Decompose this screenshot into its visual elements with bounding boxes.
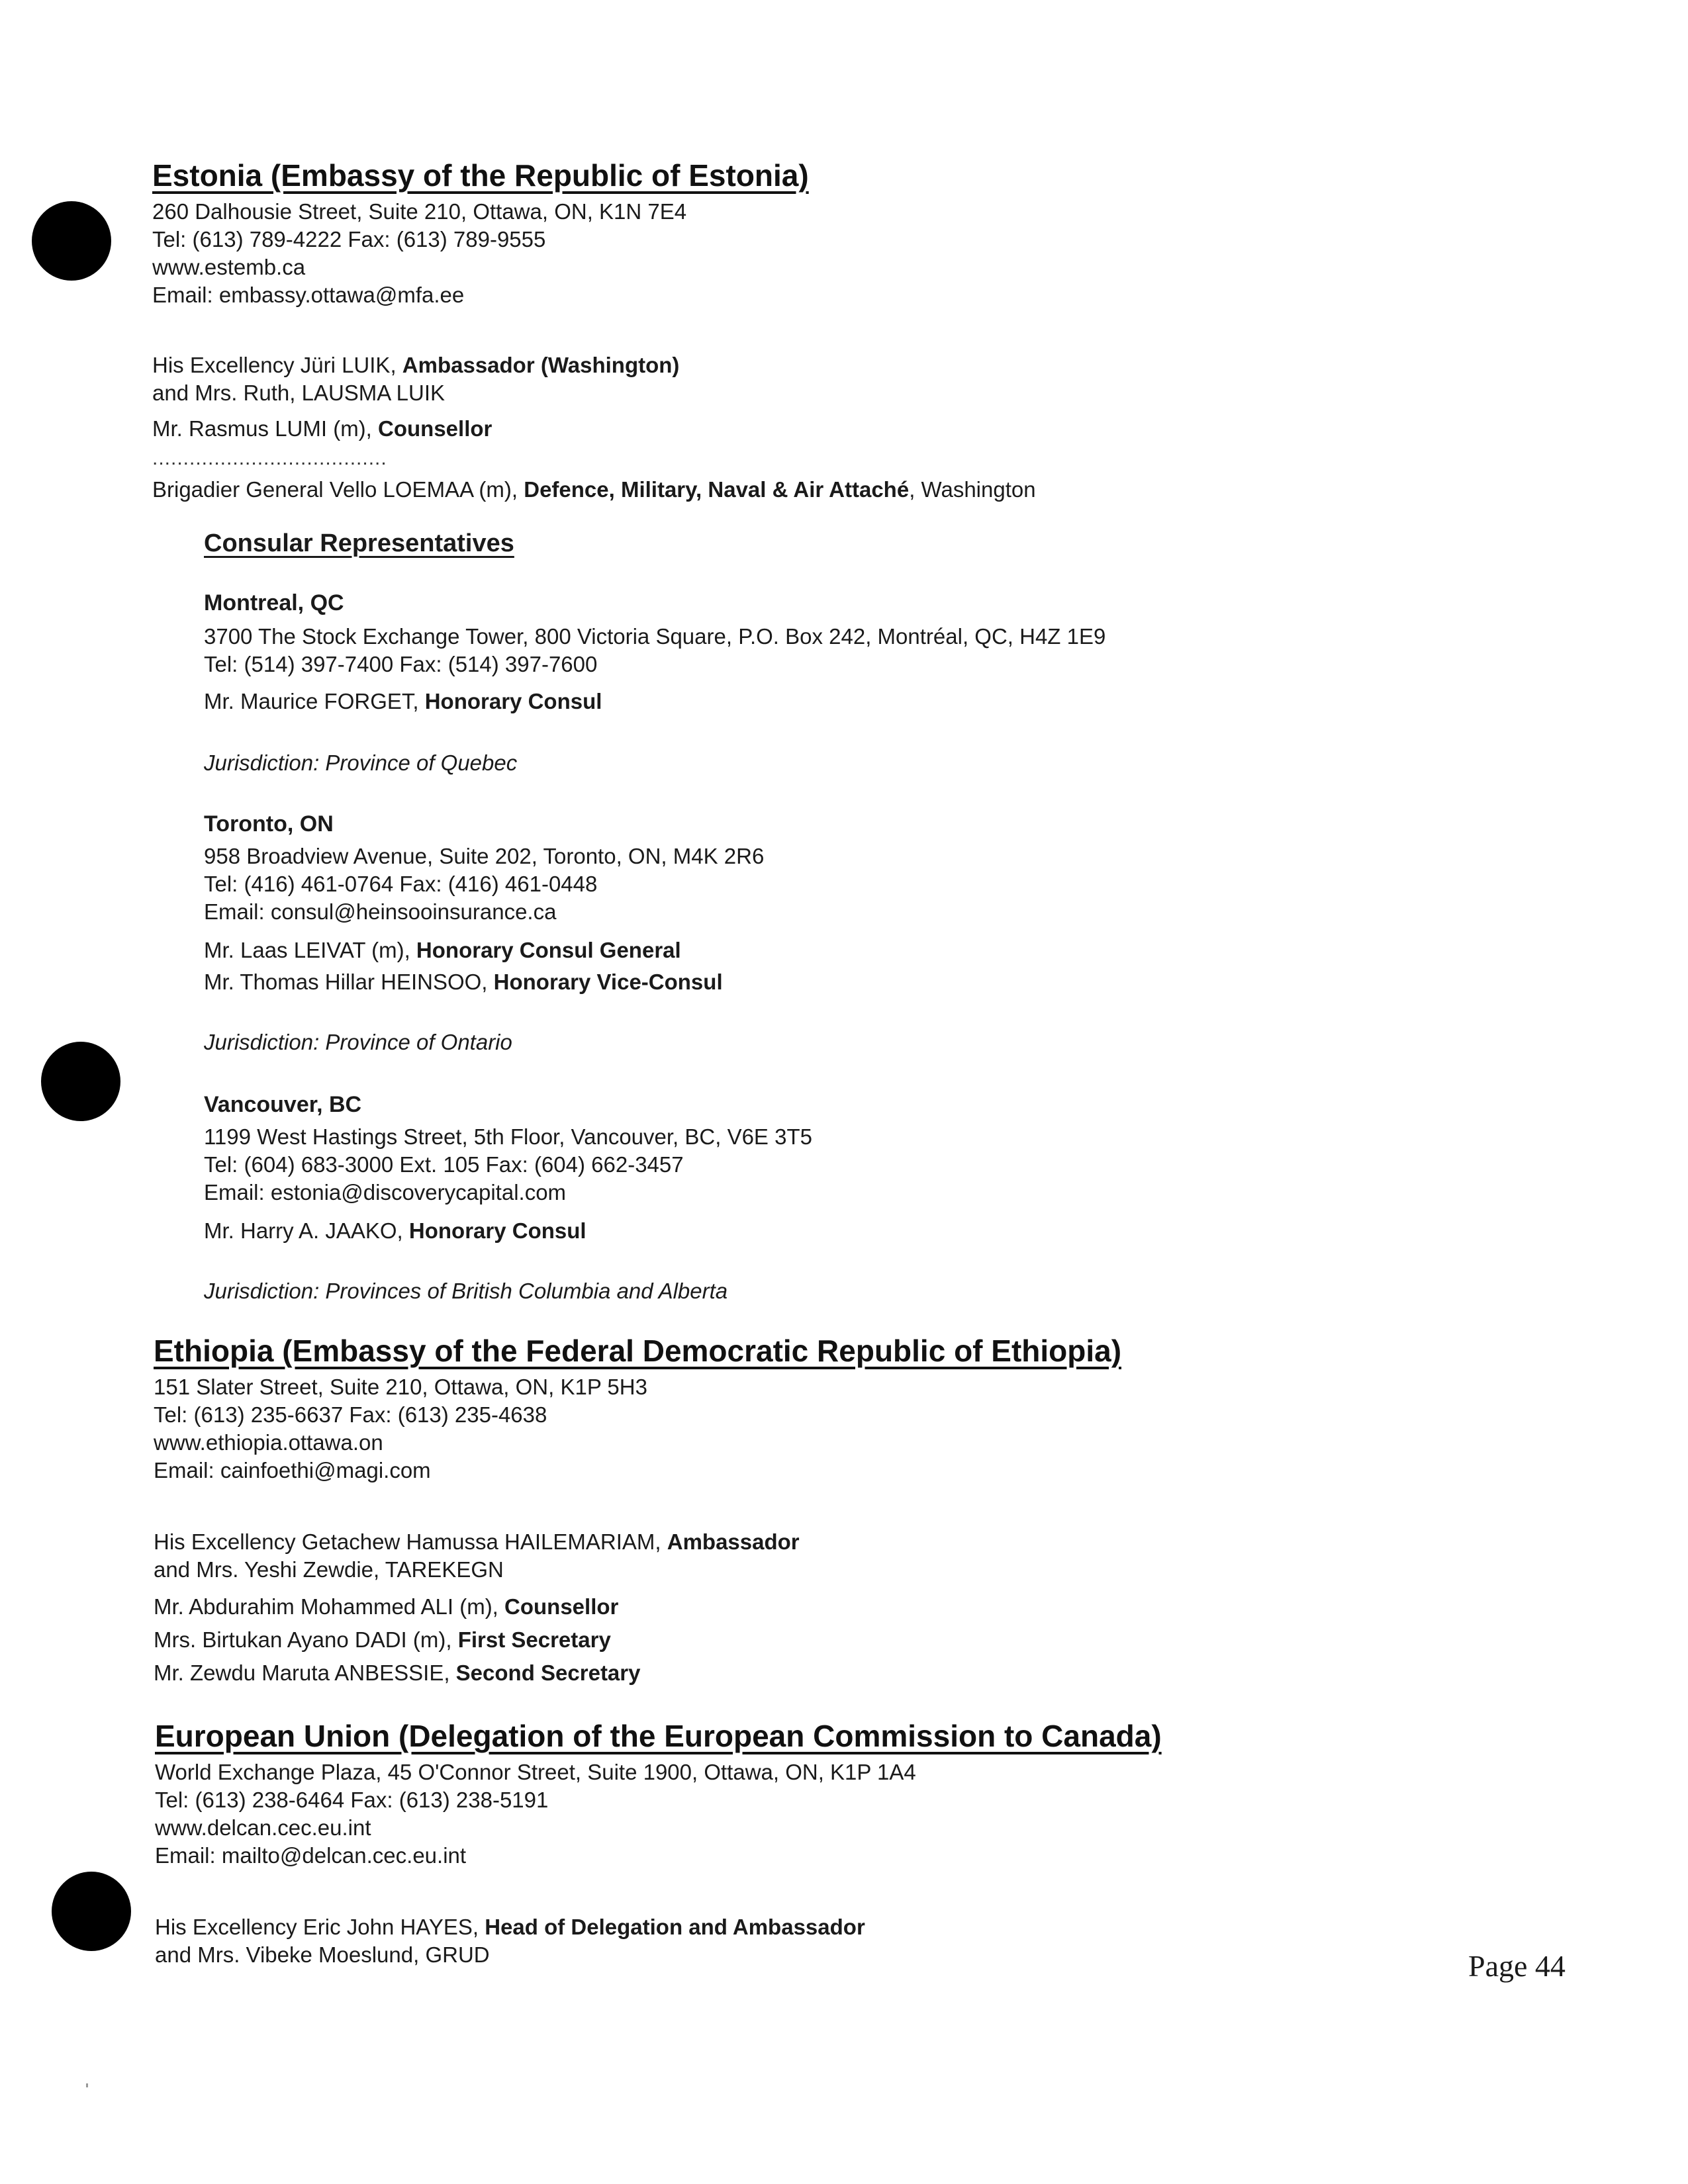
person-name: Mr. Harry A. JAAKO, bbox=[204, 1218, 409, 1243]
staff-name: Mr. Zewdu Maruta ANBESSIE, bbox=[154, 1661, 456, 1685]
punch-hole-top bbox=[32, 201, 111, 281]
staff-title: Ambassador (Washington) bbox=[402, 353, 680, 377]
consulate-person bbox=[204, 688, 602, 715]
staff-name: and Mrs. Ruth, LAUSMA LUIK bbox=[152, 381, 445, 405]
staff-name: His Excellency Jüri LUIK, bbox=[152, 353, 402, 377]
estonia-website[interactable]: www.estemb.ca bbox=[152, 255, 306, 279]
estonia-staff-1 bbox=[152, 380, 445, 406]
consulate-email[interactable]: Email: consul@heinsooinsurance.ca bbox=[204, 899, 557, 924]
staff-title: Second Secretary bbox=[455, 1661, 641, 1685]
consulate-city-toronto: Toronto, ON bbox=[204, 811, 334, 837]
consular-heading: Consular Representatives bbox=[204, 529, 514, 557]
estonia-phone: Tel: (613) 789-4222 Fax: (613) 789-9555 bbox=[152, 227, 546, 251]
consulate-phone: Tel: (514) 397-7400 Fax: (514) 397-7600 bbox=[204, 652, 598, 676]
page-number: Page 44 bbox=[1468, 1949, 1566, 1983]
ethiopia-title: Ethiopia (Embassy of the Federal Democratic Republic of Ethiopia) bbox=[154, 1334, 1122, 1368]
person-name: Mr. Laas LEIVAT (m), bbox=[204, 938, 416, 962]
person-title: Honorary Consul General bbox=[416, 938, 681, 962]
staff-title: First Secretary bbox=[457, 1627, 611, 1652]
estonia-address: 260 Dalhousie Street, Suite 210, Ottawa, ON, K1N 7E4 bbox=[152, 199, 687, 224]
staff-name: and Mrs. Vibeke Moeslund, GRUD bbox=[155, 1942, 490, 1967]
staff-title: Counsellor bbox=[378, 416, 492, 441]
eu-address: World Exchange Plaza, 45 O'Connor Street, Suite 1900, Ottawa, ON, K1P 1A4 bbox=[155, 1760, 916, 1784]
eu-staff-0 bbox=[155, 1914, 865, 1940]
eu-phone: Tel: (613) 238-6464 Fax: (613) 238-5191 bbox=[155, 1788, 549, 1812]
consulate-person bbox=[204, 937, 681, 964]
estonia-staff-0 bbox=[152, 352, 679, 379]
ethiopia-staff-3 bbox=[154, 1627, 611, 1653]
ethiopia-staff-4 bbox=[154, 1660, 640, 1686]
consulate-phone: Tel: (604) 683-3000 Ext. 105 Fax: (604) 662-3457 bbox=[204, 1152, 684, 1177]
consulate-city-montreal: Montreal, QC bbox=[204, 590, 344, 615]
estonia-title: Estonia (Embassy of the Republic of Estonia) bbox=[152, 158, 809, 193]
staff-title: Counsellor bbox=[504, 1594, 619, 1619]
consulate-address: 958 Broadview Avenue, Suite 202, Toronto, ON, M4K 2R6 bbox=[204, 844, 765, 868]
person-name: Mr. Thomas Hillar HEINSOO, bbox=[204, 970, 494, 994]
scan-speck bbox=[86, 2083, 88, 2087]
consulate-jurisdiction: Jurisdiction: Province of Ontario bbox=[204, 1030, 512, 1054]
consulate-city-vancouver: Vancouver, BC bbox=[204, 1092, 362, 1117]
staff-name: Mrs. Birtukan Ayano DADI (m), bbox=[154, 1627, 458, 1652]
staff-suffix: , Washington bbox=[909, 477, 1036, 502]
person-name: Mr. Maurice FORGET, bbox=[204, 689, 425, 713]
ethiopia-email[interactable]: Email: cainfoethi@magi.com bbox=[154, 1458, 431, 1482]
person-title: Honorary Consul bbox=[408, 1218, 586, 1243]
ethiopia-staff-2 bbox=[154, 1594, 618, 1620]
person-title: Honorary Vice-Consul bbox=[493, 970, 723, 994]
ethiopia-website[interactable]: www.ethiopia.ottawa.on bbox=[154, 1430, 383, 1455]
estonia-email[interactable]: Email: embassy.ottawa@mfa.ee bbox=[152, 283, 465, 307]
dotted-separator: ...................................... bbox=[152, 447, 387, 469]
punch-hole-middle bbox=[41, 1042, 120, 1121]
ethiopia-phone: Tel: (613) 235-6637 Fax: (613) 235-4638 bbox=[154, 1402, 547, 1427]
ethiopia-staff-0 bbox=[154, 1529, 800, 1555]
consulate-address: 3700 The Stock Exchange Tower, 800 Victoria Square, P.O. Box 242, Montréal, QC, H4Z 1E9 bbox=[204, 624, 1106, 649]
staff-name: His Excellency Getachew Hamussa HAILEMARIAM, bbox=[154, 1529, 667, 1554]
punch-hole-bottom bbox=[52, 1872, 131, 1951]
staff-name: Mr. Abdurahim Mohammed ALI (m), bbox=[154, 1594, 505, 1619]
person-title: Honorary Consul bbox=[424, 689, 602, 713]
estonia-attache bbox=[152, 477, 1036, 503]
consulate-email[interactable]: Email: estonia@discoverycapital.com bbox=[204, 1180, 567, 1205]
consulate-person bbox=[204, 1218, 586, 1244]
staff-name: Mr. Rasmus LUMI (m), bbox=[152, 416, 379, 441]
ethiopia-staff-1 bbox=[154, 1557, 504, 1583]
eu-email[interactable]: Email: mailto@delcan.cec.eu.int bbox=[155, 1843, 467, 1868]
consulate-phone: Tel: (416) 461-0764 Fax: (416) 461-0448 bbox=[204, 872, 598, 896]
eu-staff-1 bbox=[155, 1942, 490, 1968]
consulate-person bbox=[204, 969, 723, 995]
staff-title: Head of Delegation and Ambassador bbox=[485, 1915, 865, 1939]
consulate-jurisdiction: Jurisdiction: Province of Quebec bbox=[204, 751, 518, 775]
estonia-staff-2 bbox=[152, 416, 492, 442]
consulate-address: 1199 West Hastings Street, 5th Floor, Vancouver, BC, V6E 3T5 bbox=[204, 1124, 812, 1149]
consulate-jurisdiction: Jurisdiction: Provinces of British Columbia and Alberta bbox=[204, 1279, 728, 1303]
staff-title: Ambassador bbox=[667, 1529, 800, 1554]
eu-website[interactable]: www.delcan.cec.eu.int bbox=[155, 1815, 371, 1840]
staff-title: Defence, Military, Naval & Air Attaché bbox=[524, 477, 910, 502]
staff-name: His Excellency Eric John HAYES, bbox=[155, 1915, 485, 1939]
ethiopia-address: 151 Slater Street, Suite 210, Ottawa, ON, K1P 5H3 bbox=[154, 1375, 647, 1399]
staff-name: and Mrs. Yeshi Zewdie, TAREKEGN bbox=[154, 1557, 504, 1582]
eu-title: European Union (Delegation of the European Commission to Canada) bbox=[155, 1719, 1162, 1753]
staff-name: Brigadier General Vello LOEMAA (m), bbox=[152, 477, 524, 502]
